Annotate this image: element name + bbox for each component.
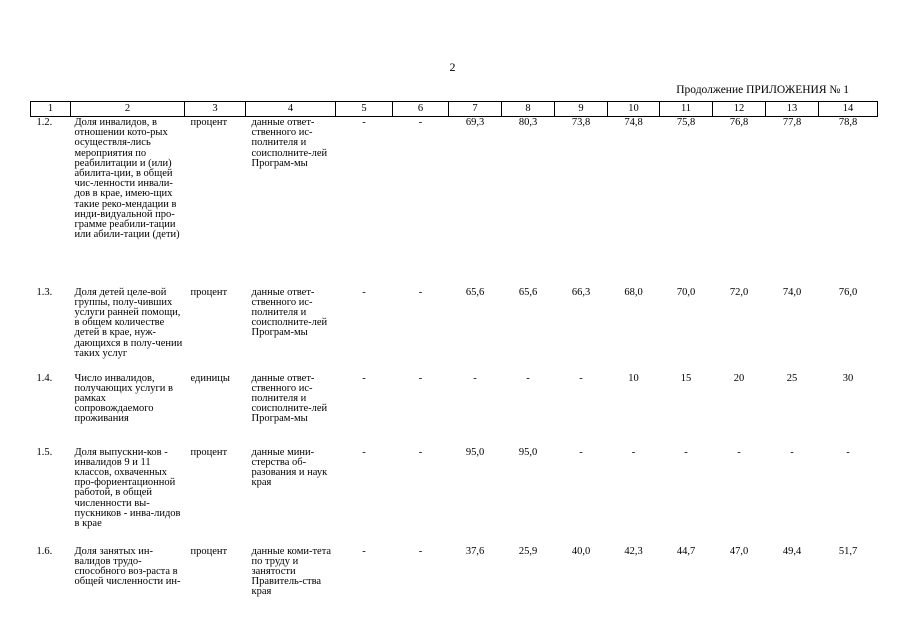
indicator-name: Доля занятых ин-валидов трудо-способного воз-раста в общей численности ин- <box>74 545 181 588</box>
value-cell: 49,4 <box>782 545 802 557</box>
value-cell: - <box>526 372 530 384</box>
data-source: данные мини-стерства об-разования и наук края <box>251 446 328 489</box>
value-cell: - <box>362 372 366 384</box>
value-cell: - <box>362 286 366 298</box>
value-cell: 68,0 <box>624 286 643 298</box>
value-cell: 65,6 <box>465 286 485 298</box>
value-cell: 47,0 <box>729 545 749 557</box>
value-cell: 74,0 <box>782 286 802 298</box>
indicator-name: Доля инвалидов, в отношении кото-рых осуществля-лись мероприятия по реабилитации и (или) абилита-ции, в общей чис-ленности инвали-дов в крае, имею-щих такие реко-мендации в инди-видуальной про-грамме реабили-тации или абили-тации (дети) <box>74 117 180 241</box>
value-cell: 65,6 <box>518 286 538 298</box>
value-cell: 80,3 <box>518 117 538 128</box>
indicator-name: Число инвалидов, получающих услуги в рамках сопровождаемого проживания <box>74 372 173 425</box>
column-header: 12 <box>713 102 766 117</box>
value-cell: 76,8 <box>729 117 749 128</box>
value-cell: 95,0 <box>465 446 485 458</box>
value-cell: 77,8 <box>782 117 802 128</box>
value-cell: 76,0 <box>838 286 858 298</box>
unit-of-measure: единицы <box>190 372 230 384</box>
value-cell: 72,0 <box>729 286 749 298</box>
value-cell: 70,0 <box>676 286 696 298</box>
data-source: данные ответ-ственного ис-полнителя и соисполните-лей Програм-мы <box>251 286 328 339</box>
column-header: 14 <box>819 102 878 117</box>
unit-of-measure: процент <box>190 446 228 458</box>
value-cell: 15 <box>680 372 692 384</box>
column-header: 11 <box>660 102 713 117</box>
value-cell: - <box>418 446 423 458</box>
value-cell: - <box>418 372 423 384</box>
column-header: 7 <box>449 102 502 117</box>
value-cell: 10 <box>628 372 639 384</box>
value-cell: - <box>362 446 366 458</box>
unit-of-measure: процент <box>190 545 228 557</box>
column-header: 9 <box>555 102 608 117</box>
unit-of-measure: процент <box>190 286 228 298</box>
column-header: 5 <box>336 102 393 117</box>
indicators-table <box>30 101 878 606</box>
value-cell: 44,7 <box>676 545 696 557</box>
value-cell: 20 <box>733 372 745 384</box>
column-header: 10 <box>608 102 660 117</box>
value-cell: 75,8 <box>676 117 696 128</box>
value-cell: 40,0 <box>571 545 591 557</box>
row-index: 1.4. <box>36 372 53 384</box>
column-header: 8 <box>502 102 555 117</box>
value-cell: - <box>418 117 423 128</box>
indicator-name: Доля детей целе-вой группы, полу-чивших услуги ранней помощи, в общем количестве детей в крае, нуж-дающихся в полу-чении таких услуг <box>74 286 183 359</box>
value-cell: - <box>579 446 583 458</box>
value-cell: 25,9 <box>518 545 538 557</box>
row-index: 1.2. <box>36 117 53 128</box>
value-cell: - <box>362 117 366 128</box>
page-number: 2 <box>449 60 456 74</box>
value-cell: 66,3 <box>571 286 591 298</box>
value-cell: - <box>684 446 688 458</box>
table-row <box>31 287 878 373</box>
column-header: 4 <box>246 102 336 117</box>
value-cell: - <box>579 372 583 384</box>
data-source: данные ответ-ственного ис-полнителя и соисполните-лей Програм-мы <box>251 372 328 425</box>
unit-of-measure: процент <box>190 117 228 128</box>
value-cell: 69,3 <box>465 117 485 128</box>
table-body <box>31 117 878 606</box>
column-header: 2 <box>71 102 185 117</box>
indicator-name: Доля выпускни-ков - инвалидов 9 и 11 классов, охваченных про-фориентационной работой, в общей численности вы-пускников - инва-лидов в крае <box>74 446 181 529</box>
appendix-continuation-label: Продолжение ПРИЛОЖЕНИЯ № 1 <box>676 84 849 96</box>
value-cell: 78,8 <box>838 117 858 128</box>
value-cell: 42,3 <box>624 545 643 557</box>
value-cell: 51,7 <box>838 545 858 557</box>
column-header: 6 <box>393 102 449 117</box>
table-row <box>31 117 878 287</box>
table-row <box>31 447 878 546</box>
value-cell: 25 <box>786 372 798 384</box>
row-index: 1.3. <box>36 286 53 298</box>
value-cell: - <box>790 446 794 458</box>
table-row <box>31 546 878 606</box>
column-header: 3 <box>185 102 246 117</box>
value-cell: 74,8 <box>624 117 643 128</box>
value-cell: 30 <box>842 372 854 384</box>
value-cell: 73,8 <box>571 117 591 128</box>
value-cell: - <box>362 545 366 557</box>
value-cell: - <box>631 446 636 458</box>
data-source: данные коми-тета по труду и занятости Правитель-ства края <box>251 545 332 598</box>
column-header: 13 <box>766 102 819 117</box>
value-cell: - <box>737 446 741 458</box>
value-cell: 95,0 <box>518 446 538 458</box>
data-source: данные ответ-ственного ис-полнителя и соисполните-лей Програм-мы <box>251 117 328 169</box>
value-cell: - <box>473 372 477 384</box>
value-cell: 37,6 <box>465 545 485 557</box>
row-index: 1.5. <box>36 446 53 458</box>
table-row <box>31 373 878 447</box>
row-index: 1.6. <box>36 545 53 557</box>
column-header: 1 <box>31 102 71 117</box>
value-cell: - <box>418 286 423 298</box>
table-header-row <box>31 102 878 117</box>
value-cell: - <box>418 545 423 557</box>
value-cell: - <box>846 446 850 458</box>
